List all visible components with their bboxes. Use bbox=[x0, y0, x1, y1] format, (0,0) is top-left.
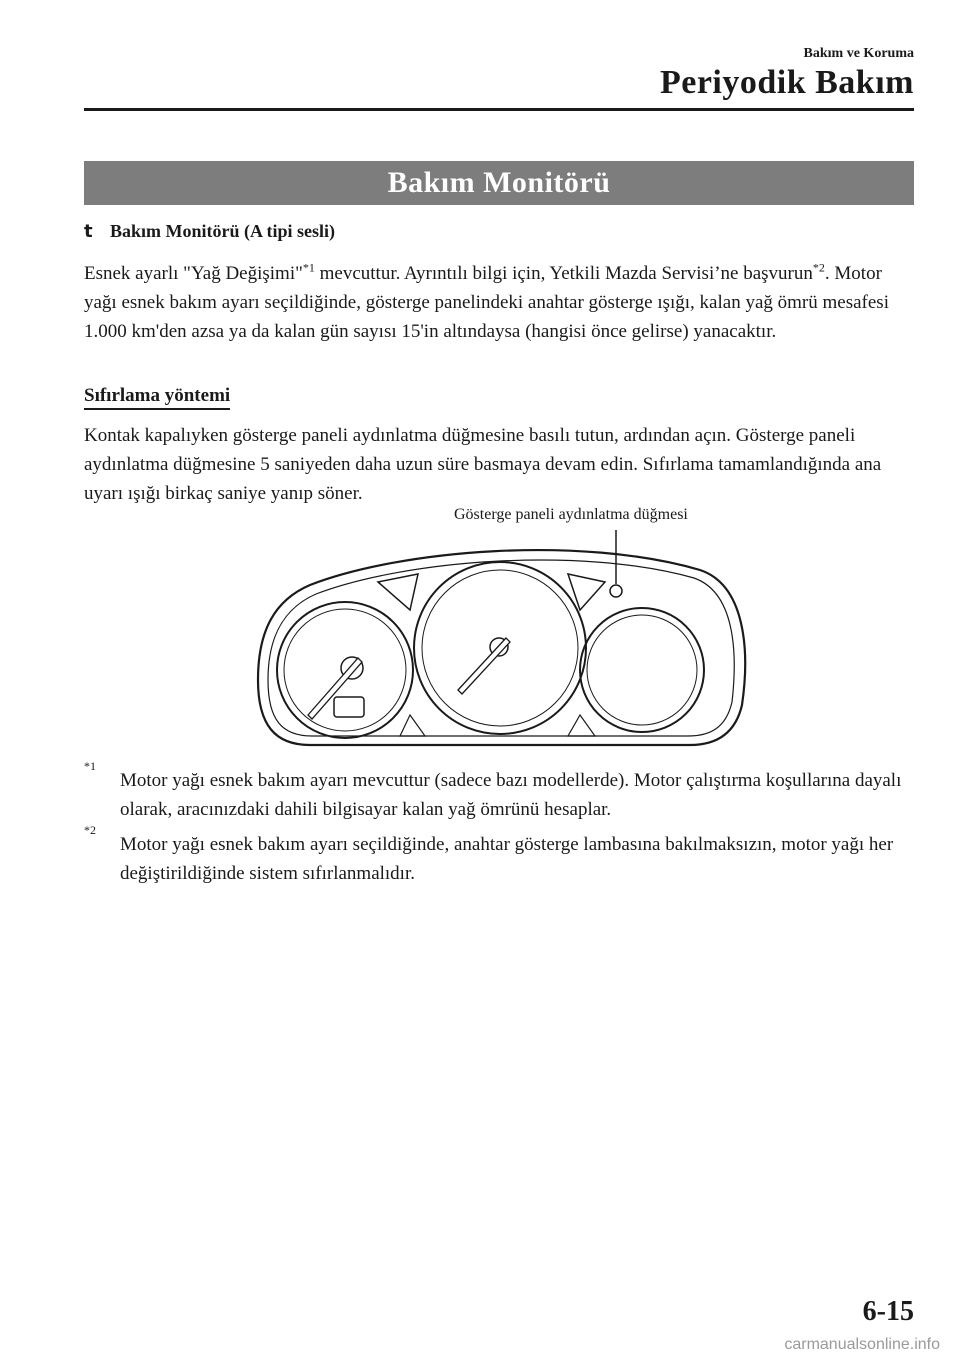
right-gauge-bezel bbox=[580, 608, 704, 732]
intro-paragraph bbox=[84, 259, 914, 346]
subsection-title: Bakım Monitörü (A tipi sesli) bbox=[110, 221, 336, 241]
footnote-ref-2: *2 bbox=[812, 260, 825, 275]
left-warning-triangle bbox=[378, 574, 418, 610]
footnote-2-text: Motor yağı esnek bakım ayarı seçildiğinde, anahtar gösterge lambasına bakılmaksızın, motor yağı her değiştirildiğinde sistem sıfırlanmalıdır. bbox=[120, 834, 894, 884]
intro-text-3: . Motor yağı esnek bakım ayarı seçildiğinde, gösterge panelindeki anahtar gösterge ışığı, kalan yağ ömrü mesafesi 1.000 km'den azsa ya da kalan gün sayısı 15'in altındaysa (hangisi önce gelirse) yanacaktır. bbox=[84, 263, 889, 342]
section-kicker: Bakım ve Koruma bbox=[803, 46, 914, 61]
footnote-1: *1 Motor yağı esnek bakım ayarı mevcuttur (sadece bazı modellerde). Motor çalıştırma koşullarına dayalı olarak, aracınızdaki dahili bilgisayar kalan yağ ömrünü hesaplar. bbox=[84, 759, 902, 820]
instrument-cluster-svg bbox=[250, 530, 750, 750]
intro-text-2: mevcuttur. Ayrıntılı bilgi için, Yetkili Mazda Servisi’ne başvurun bbox=[314, 263, 813, 284]
footnote-1-text: Motor yağı esnek bakım ayarı mevcuttur (sadece bazı modellerde). Motor çalıştırma koşullarına dayalı olarak, aracınızdaki dahili bilgisayar kalan yağ ömrünü hesaplar. bbox=[120, 770, 902, 820]
speedometer-needle bbox=[458, 638, 510, 694]
reset-heading: Sıfırlama yöntemi bbox=[84, 385, 230, 410]
lower-right-accent bbox=[568, 715, 595, 736]
page-number: 6-15 bbox=[862, 1296, 914, 1327]
footnote-2: *2 Motor yağı esnek bakım ayarı seçildiğinde, anahtar gösterge lambasına bakılmaksızın, motor yağı her değiştirildiğinde sistem sıfırlanmalıdır. bbox=[84, 823, 894, 884]
bullet-icon: t bbox=[84, 221, 93, 242]
footnotes bbox=[84, 759, 914, 888]
illumination-button bbox=[610, 585, 622, 597]
banner-title: Bakım Monitörü bbox=[387, 166, 611, 199]
lower-left-accent bbox=[400, 715, 425, 736]
header-divider bbox=[84, 108, 914, 111]
watermark: carmanualsonline.info bbox=[784, 1336, 940, 1353]
instrument-cluster-illustration bbox=[250, 530, 750, 755]
tachometer-dial bbox=[284, 609, 406, 731]
section-banner bbox=[84, 161, 914, 205]
callout-label: Gösterge paneli aydınlatma düğmesi bbox=[454, 506, 688, 523]
info-display bbox=[334, 697, 364, 717]
tachometer-needle bbox=[308, 658, 362, 719]
subsection-heading bbox=[84, 221, 335, 242]
chapter-title: Periyodik Bakım bbox=[659, 64, 914, 101]
footnote-ref-1: *1 bbox=[302, 260, 315, 275]
right-gauge-dial bbox=[587, 615, 697, 725]
intro-text-1: Esnek ayarlı "Yağ Değişimi" bbox=[84, 263, 303, 284]
reset-paragraph bbox=[84, 421, 914, 508]
reset-text: Kontak kapalıyken gösterge paneli aydınlatma düğmesine basılı tutun, ardından açın. Gösterge paneli aydınlatma düğmesine 5 saniyeden daha uzun süre basmaya devam edin. Sıfırlama tamamlandığında ana uyarı ışığı birkaç saniye yanıp söner. bbox=[84, 425, 882, 504]
